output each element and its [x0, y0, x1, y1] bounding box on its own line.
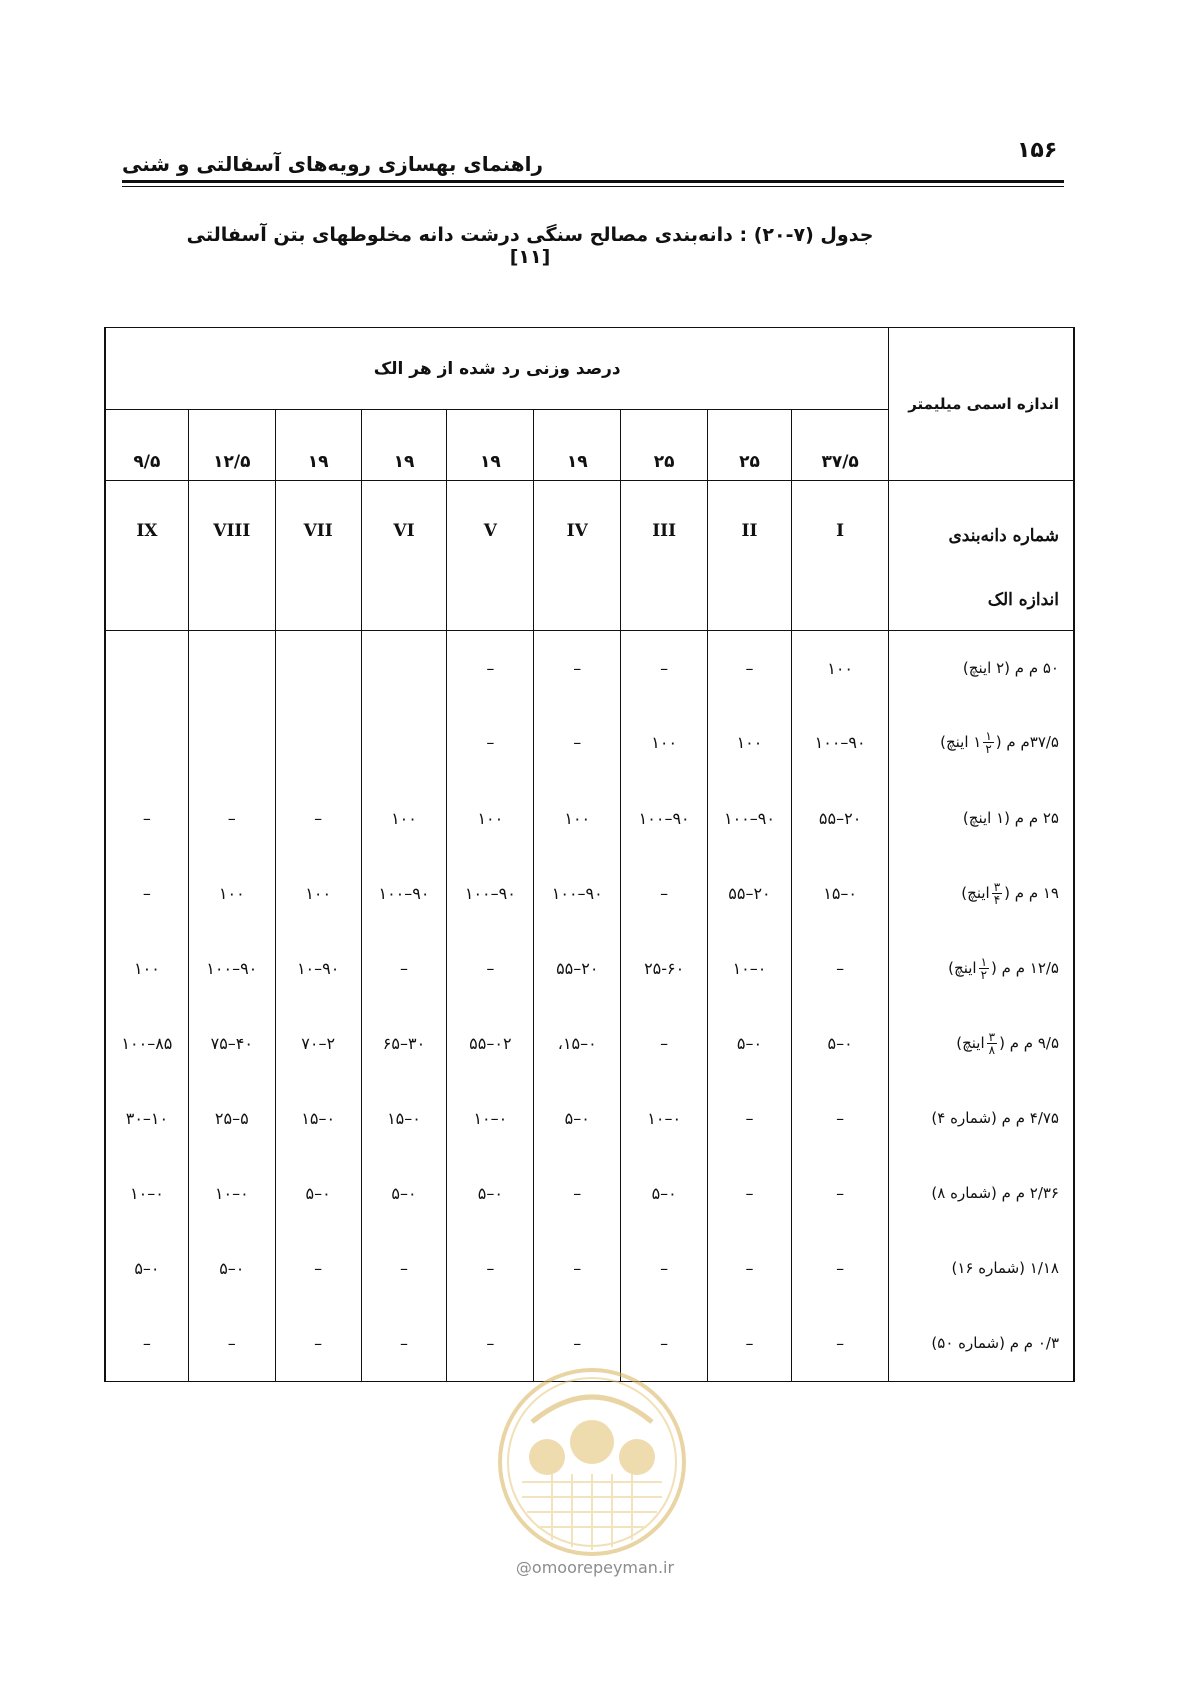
sieve-label-text: ۴/۷۵ م م (شماره ۴)	[931, 1109, 1059, 1128]
fraction-denominator: ۸	[988, 1042, 996, 1057]
sieve-label-suffix: اینچ)	[956, 1033, 985, 1052]
sieve-label-text: ۵۰ م م (۲ اینچ)	[962, 659, 1059, 678]
grade-number-cell: III	[621, 480, 708, 630]
percent-passing-cell: ۴۰–۷۵	[188, 1006, 275, 1081]
grade-number-cell: IV	[534, 480, 621, 630]
page-number: ۱۵۶	[1017, 138, 1058, 163]
header-rule-thin	[122, 186, 1064, 187]
percent-passing-cell	[106, 630, 189, 705]
nominal-size-cell: ۹/۵	[106, 410, 189, 481]
percent-passing-cell	[106, 705, 189, 780]
percent-passing-cell	[188, 705, 275, 780]
percent-passing-cell: –	[106, 1306, 189, 1381]
sieve-label-text: ۱/۱۸ (شماره ۱۶)	[951, 1259, 1059, 1278]
percent-passing-cell: ۰–۱۵	[791, 856, 889, 931]
sieve-label-suffix: اینچ)	[961, 883, 990, 902]
percent-passing-cell: ۲۰–۵۵	[534, 931, 621, 1006]
percent-passing-cell: –	[534, 1156, 621, 1231]
percent-passing-cell: –	[708, 630, 792, 705]
fraction-numerator: ۳	[993, 879, 1001, 894]
percent-passing-cell: –	[791, 1231, 889, 1306]
table-row	[106, 1006, 1074, 1081]
percent-passing-header: درصد وزنی رد شده از هر الک	[106, 328, 889, 410]
running-title: راهنمای بهسازی رویه‌های آسفالتی و شنی	[122, 152, 544, 176]
percent-passing-cell: ۰–۱۰	[447, 1081, 534, 1156]
sieve-size-cell	[889, 1306, 1074, 1381]
percent-passing-cell: –	[275, 1306, 361, 1381]
percent-passing-cell: ۱۰۰	[708, 705, 792, 780]
percent-passing-cell: –	[621, 1306, 708, 1381]
percent-passing-cell: –	[791, 931, 889, 1006]
percent-passing-cell: ۰–۵	[534, 1081, 621, 1156]
percent-passing-cell: –	[188, 1306, 275, 1381]
nominal-size-cell: ۱۹	[361, 410, 447, 481]
percent-passing-cell: ۹۰–۱۰۰	[447, 856, 534, 931]
grade-number-header: شماره دانه‌بندی	[948, 525, 1059, 546]
percent-passing-cell: ۰–۵	[361, 1156, 447, 1231]
table-row	[106, 781, 1074, 856]
sieve-label-text: ۹/۵ م م (	[999, 1033, 1059, 1052]
fraction-numerator: ۱	[985, 729, 992, 744]
sieve-size-cell	[889, 856, 1074, 931]
sieve-size-cell	[889, 1081, 1074, 1156]
percent-passing-cell: –	[621, 856, 708, 931]
grade-number-cell: VIII	[188, 480, 275, 630]
percent-passing-cell: ۲–۷۰	[275, 1006, 361, 1081]
table-row	[106, 1231, 1074, 1306]
percent-passing-cell: ۱۰۰	[447, 781, 534, 856]
percent-passing-cell: ۰–۱۵،	[534, 1006, 621, 1081]
nominal-size-header: اندازه اسمی میلیمتر	[889, 328, 1074, 480]
percent-passing-cell: –	[447, 705, 534, 780]
percent-passing-cell: ۰–۵	[791, 1006, 889, 1081]
grade-sieve-header	[889, 480, 1074, 630]
inch-fraction	[983, 730, 993, 755]
percent-passing-cell: ۰–۱۰	[188, 1156, 275, 1231]
percent-passing-cell: –	[361, 931, 447, 1006]
percent-passing-cell: –	[447, 1306, 534, 1381]
percent-passing-cell: ۰–۵	[621, 1156, 708, 1231]
percent-passing-cell: –	[106, 856, 189, 931]
sieve-size-header: اندازه الک	[987, 589, 1059, 610]
percent-passing-cell: –	[447, 1231, 534, 1306]
sieve-label-text: ۱۹ م م (	[1004, 883, 1059, 902]
percent-passing-cell	[275, 705, 361, 780]
grade-number-cell: I	[791, 480, 889, 630]
percent-passing-cell: –	[106, 781, 189, 856]
sieve-size-cell	[889, 630, 1074, 705]
percent-passing-cell: ۰–۱۵	[361, 1081, 447, 1156]
nominal-size-cell: ۱۲/۵	[188, 410, 275, 481]
percent-passing-cell: ۱۰۰	[275, 856, 361, 931]
percent-passing-cell: –	[621, 1006, 708, 1081]
percent-passing-cell: –	[621, 630, 708, 705]
percent-passing-cell: ۰–۱۰	[708, 931, 792, 1006]
percent-passing-cell: –	[534, 1231, 621, 1306]
percent-passing-cell: ۰–۱۰	[621, 1081, 708, 1156]
percent-passing-cell: ۲۰–۵۵	[708, 856, 792, 931]
percent-passing-cell: ۱۰۰	[188, 856, 275, 931]
percent-passing-cell: ۹۰–۱۰۰	[708, 781, 792, 856]
percent-passing-cell: –	[791, 1306, 889, 1381]
fraction-denominator: ۲	[980, 967, 988, 982]
nominal-size-cell: ۲۵	[708, 410, 792, 481]
percent-passing-cell: ۱۰۰	[361, 781, 447, 856]
percent-passing-cell: –	[534, 630, 621, 705]
percent-passing-cell: ۰۲–۵۵	[447, 1006, 534, 1081]
percent-passing-cell: –	[361, 1306, 447, 1381]
percent-passing-cell: –	[275, 781, 361, 856]
sieve-size-cell	[889, 1006, 1074, 1081]
percent-passing-cell: ۰–۵	[708, 1006, 792, 1081]
fraction-denominator: ۲	[985, 742, 992, 757]
percent-passing-cell: ۱۰۰	[791, 630, 889, 705]
percent-passing-cell: ۰–۵	[447, 1156, 534, 1231]
table-caption: جدول (۷-۲۰) : دانه‌بندی مصالح سنگی درشت دانه مخلوطهای بتن آسفالتی [۱۱]	[186, 224, 874, 268]
percent-passing-cell: –	[708, 1156, 792, 1231]
table-row	[106, 856, 1074, 931]
gradation-grid	[105, 328, 1074, 1381]
percent-passing-cell: ۰–۱۵	[275, 1081, 361, 1156]
nominal-size-cell: ۱۹	[534, 410, 621, 481]
watermark-site: @omoorepeyman.ir	[515, 1558, 675, 1577]
percent-passing-cell: ۹۰–۱۰۰	[361, 856, 447, 931]
percent-passing-cell: –	[447, 931, 534, 1006]
percent-passing-cell: ۱۰۰	[106, 931, 189, 1006]
sieve-label-text: ۳۷/۵م م (	[995, 733, 1059, 752]
percent-passing-cell	[188, 630, 275, 705]
percent-passing-cell: ۱۰–۳۰	[106, 1081, 189, 1156]
header-rule-thick	[122, 180, 1064, 183]
percent-passing-cell: –	[708, 1081, 792, 1156]
percent-passing-cell: ۵–۲۵	[188, 1081, 275, 1156]
sieve-label-text: ۱۲/۵ م م (	[991, 958, 1059, 977]
sieve-size-cell	[889, 931, 1074, 1006]
percent-passing-cell: ۲۰–۵۵	[791, 781, 889, 856]
percent-passing-cell: ۸۵–۱۰۰	[106, 1006, 189, 1081]
watermark-seal	[492, 1362, 692, 1562]
percent-passing-cell: –	[188, 781, 275, 856]
grade-number-row	[106, 480, 1074, 630]
sieve-label-suffix: ۱ اینچ)	[940, 733, 982, 752]
percent-passing-cell: ۱۰۰	[534, 781, 621, 856]
nominal-size-cell: ۱۹	[275, 410, 361, 481]
sieve-size-cell	[889, 705, 1074, 780]
fraction-numerator: ۱	[980, 954, 988, 969]
table-row	[106, 705, 1074, 780]
sieve-label-text: ۰/۳ م م (شماره ۵۰)	[931, 1334, 1059, 1353]
percent-passing-cell: –	[791, 1081, 889, 1156]
grade-number-cell: II	[708, 480, 792, 630]
inch-fraction	[992, 881, 1002, 906]
percent-passing-cell: ۹۰–۱۰۰	[188, 931, 275, 1006]
sieve-label-suffix: اینچ)	[948, 958, 977, 977]
percent-passing-cell: ۹۰–۱۰	[275, 931, 361, 1006]
nominal-size-cell: ۳۷/۵	[791, 410, 889, 481]
gradation-table	[104, 327, 1075, 1382]
percent-passing-cell: ۰–۵	[275, 1156, 361, 1231]
grade-number-cell: V	[447, 480, 534, 630]
sieve-size-cell	[889, 1156, 1074, 1231]
sieve-size-cell	[889, 781, 1074, 856]
percent-passing-cell	[361, 630, 447, 705]
table-row	[106, 1156, 1074, 1231]
percent-passing-cell: –	[534, 705, 621, 780]
percent-passing-cell	[275, 630, 361, 705]
percent-passing-cell: ۰–۵	[106, 1231, 189, 1306]
sieve-label-text: ۲/۳۶ م م (شماره ۸)	[931, 1184, 1059, 1203]
sieve-size-cell	[889, 1231, 1074, 1306]
table-row	[106, 931, 1074, 1006]
percent-passing-cell: –	[708, 1231, 792, 1306]
percent-passing-cell: ۳۰–۶۵	[361, 1006, 447, 1081]
grade-number-cell: VI	[361, 480, 447, 630]
percent-passing-cell	[361, 705, 447, 780]
percent-passing-cell: ۱۰۰	[621, 705, 708, 780]
nominal-size-cell: ۲۵	[621, 410, 708, 481]
table-row	[106, 1081, 1074, 1156]
percent-passing-cell: ۹۰–۱۰۰	[621, 781, 708, 856]
percent-passing-cell: –	[361, 1231, 447, 1306]
percent-passing-cell: –	[708, 1306, 792, 1381]
percent-passing-cell: –	[791, 1156, 889, 1231]
percent-passing-cell: ۲۵-۶۰	[621, 931, 708, 1006]
inch-fraction	[987, 1031, 997, 1056]
percent-passing-cell: ۰–۱۰	[106, 1156, 189, 1231]
percent-passing-cell: –	[621, 1231, 708, 1306]
percent-passing-cell: ۹۰–۱۰۰	[791, 705, 889, 780]
fraction-numerator: ۳	[988, 1029, 996, 1044]
percent-passing-cell: –	[275, 1231, 361, 1306]
percent-passing-cell: ۰–۵	[188, 1231, 275, 1306]
grade-number-cell: VII	[275, 480, 361, 630]
percent-passing-cell: –	[534, 1306, 621, 1381]
percent-passing-cell: –	[447, 630, 534, 705]
grade-number-cell: IX	[106, 480, 189, 630]
page-header	[122, 138, 1064, 186]
table-row	[106, 630, 1074, 705]
inch-fraction	[979, 956, 989, 981]
percent-passing-cell: ۹۰–۱۰۰	[534, 856, 621, 931]
nominal-size-cell: ۱۹	[447, 410, 534, 481]
sieve-label-text: ۲۵ م م (۱ اینچ)	[962, 809, 1059, 828]
fraction-denominator: ۴	[993, 892, 1001, 907]
